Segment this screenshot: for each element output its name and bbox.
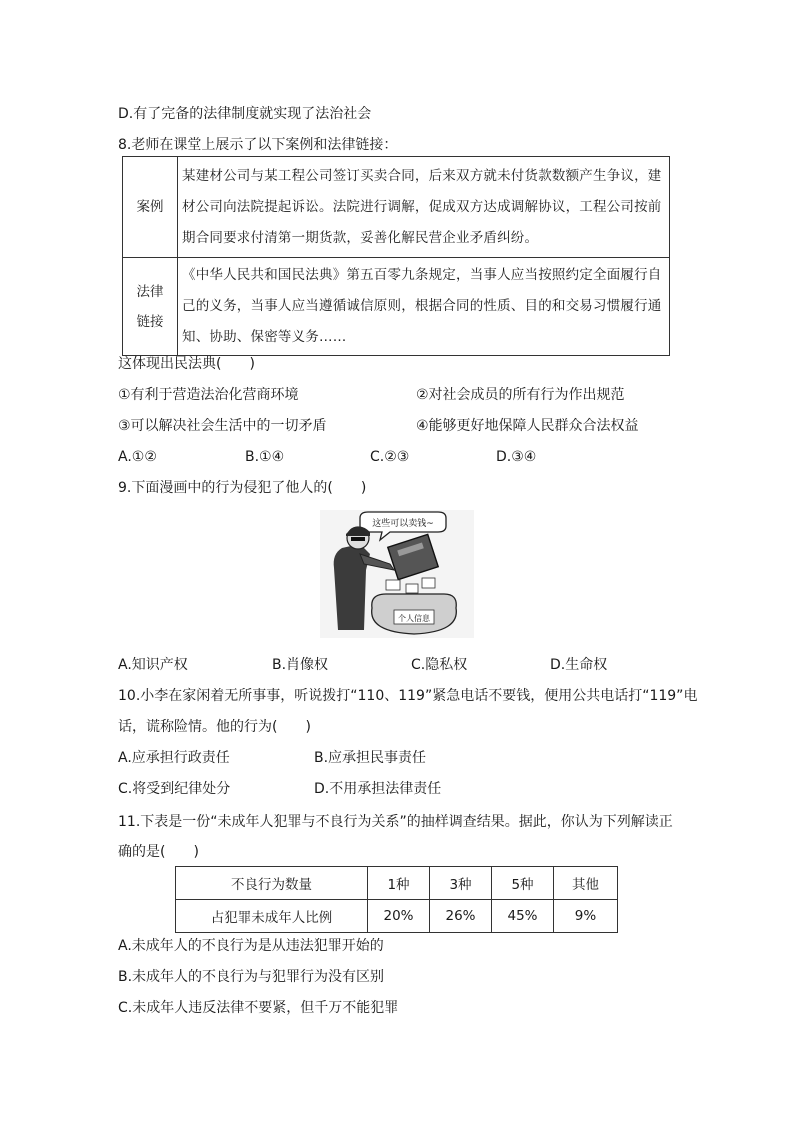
q10-option-c: C.将受到纪律处分 (118, 781, 231, 797)
q11-stem-line2: 确的是( ) (118, 844, 199, 860)
survey-header-row (176, 867, 618, 900)
survey-header-cell: 1种 (368, 867, 430, 900)
survey-data-cell: 20% (368, 900, 430, 933)
q8-option-b: B.①④ (245, 449, 285, 465)
law-label (123, 258, 178, 356)
q9-option-a: A.知识产权 (118, 657, 188, 673)
q10-stem-line1: 10.小李在家闲着无所事事，听说拨打“110、119”紧急电话不要钱，便用公共电话打“119”电 (118, 688, 698, 704)
survey-header-cell: 5种 (492, 867, 554, 900)
q8-statement-1: ①有利于营造法治化营商环境 (118, 387, 299, 403)
q8-prompt: 这体现出民法典( ) (118, 356, 255, 372)
case-text: 某建材公司与某工程公司签订买卖合同，后来双方就未付货款数额产生争议，建材公司向法院提起诉讼。法院进行调解，促成双方达成调解协议，工程公司按前期合同要求付清第一期货款，妥善化解民营企业矛盾纠纷。 (178, 157, 670, 258)
q8-option-a: A.①② (118, 449, 157, 465)
q11-stem-line1: 11.下表是一份“未成年人犯罪与不良行为关系”的抽样调查结果。据此，你认为下列解读正 (118, 814, 673, 830)
q8-statement-3: ③可以解决社会生活中的一切矛盾 (118, 418, 327, 434)
survey-header-cell: 不良行为数量 (176, 867, 368, 900)
q8-case-table (122, 156, 670, 356)
case-row (123, 157, 670, 258)
survey-data-cell: 26% (430, 900, 492, 933)
law-row (123, 258, 670, 356)
survey-data-cell: 45% (492, 900, 554, 933)
case-label: 案例 (123, 157, 178, 258)
q9-option-b: B.肖像权 (272, 657, 329, 673)
law-label-line1: 法律 (136, 283, 164, 300)
cartoon-bag-label: 个人信息 (398, 614, 430, 623)
q10-stem-line2: 话，谎称险情。他的行为( ) (118, 719, 311, 735)
survey-data-cell: 占犯罪未成年人比例 (176, 900, 368, 933)
q8-statement-4: ④能够更好地保障人民群众合法权益 (416, 418, 639, 434)
q11-option-b: B.未成年人的不良行为与犯罪行为没有区别 (118, 969, 385, 985)
cartoon-bubble-text: 这些可以卖钱~ (372, 519, 434, 529)
q7-option-d: D.有了完备的法律制度就实现了法治社会 (118, 106, 372, 122)
survey-data-cell: 9% (554, 900, 618, 933)
q8-statement-2: ②对社会成员的所有行为作出规范 (416, 387, 625, 403)
survey-header-cell: 3种 (430, 867, 492, 900)
q11-option-c: C.未成年人违反法律不要紧，但千万不能犯罪 (118, 1000, 399, 1016)
q9-stem: 9.下面漫画中的行为侵犯了他人的( ) (118, 480, 367, 496)
q9-option-d: D.生命权 (550, 657, 608, 673)
q10-option-a: A.应承担行政责任 (118, 750, 230, 766)
q9-option-c: C.隐私权 (411, 657, 468, 673)
q10-option-d: D.不用承担法律责任 (314, 781, 442, 797)
q11-survey-table (175, 866, 618, 933)
q8-stem: 8.老师在课堂上展示了以下案例和法律链接： (118, 137, 398, 153)
privacy-cartoon (320, 510, 474, 638)
law-label-line2: 链接 (136, 313, 164, 330)
survey-header-cell: 其他 (554, 867, 618, 900)
law-text: 《中华人民共和国民法典》第五百零九条规定，当事人应当按照约定全面履行自己的义务，当事人应当遵循诚信原则，根据合同的性质、目的和交易习惯履行通知、协助、保密等义务…… (178, 258, 670, 356)
q8-option-d: D.③④ (496, 449, 537, 465)
q8-option-c: C.②③ (370, 449, 410, 465)
survey-data-row (176, 900, 618, 933)
cartoon-drawing (320, 510, 474, 638)
q11-option-a: A.未成年人的不良行为是从违法犯罪开始的 (118, 938, 384, 954)
q10-option-b: B.应承担民事责任 (314, 750, 427, 766)
